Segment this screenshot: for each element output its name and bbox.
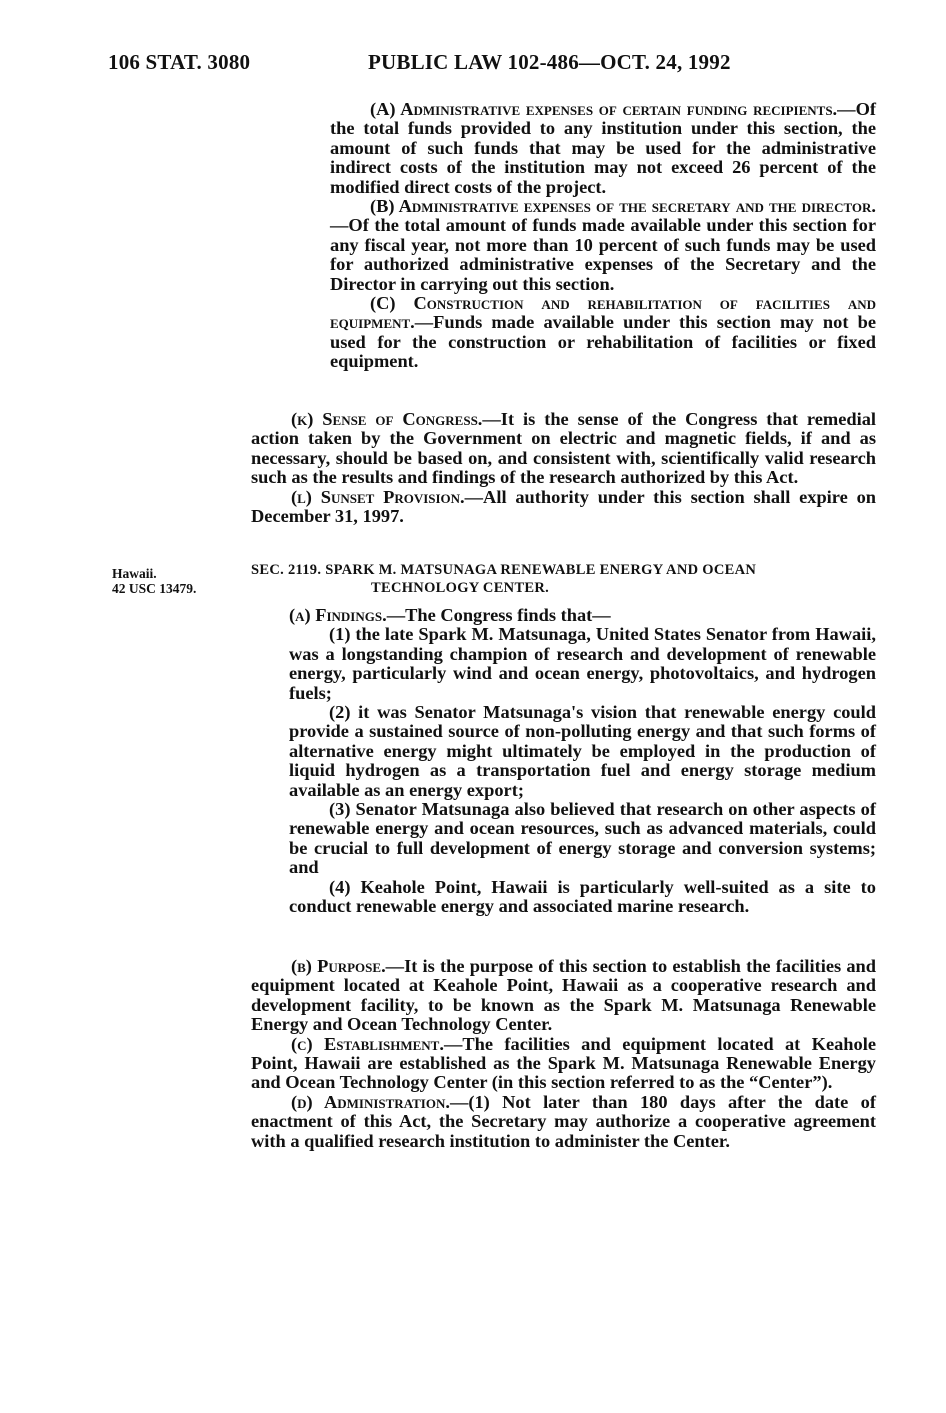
subsections-b-d xyxy=(251,957,876,1151)
subsection-l-text: —All authority under this section shall expire on December 31, 1997. xyxy=(251,486,876,527)
findings-block xyxy=(289,606,876,917)
findings-intro xyxy=(289,606,876,625)
subparagraph-c-heading: (C) Construction and rehabilitation of facilities and equipment. xyxy=(330,293,876,333)
subsection-l-heading: (l) Sunset Provision. xyxy=(291,486,465,507)
subsection-b xyxy=(251,957,876,1035)
subparagraph-b xyxy=(330,197,876,294)
subsection-d-text: —(1) Not later than 180 days after the date of enactment of this Act, the Secretary may authorize a cooperative agreement with a qualified research institution to administer the Center. xyxy=(251,1091,876,1151)
subparagraph-b-text: —Of the total amount of funds made available under this section for any fiscal year, not more than 10 percent of such funds may be used for authorized administrative expenses of the Secretary and the Director in carrying out this section. xyxy=(330,215,876,294)
subsection-c-text: —The facilities and equipment located at Keahole Point, Hawaii are established as the Spark M. Matsunaga Renewable Energy and Ocean Technology Center (in this section referred to as the “Center”). xyxy=(251,1033,877,1093)
section-heading xyxy=(251,562,876,597)
page-stat-number: 106 STAT. 3080 xyxy=(108,50,251,74)
margin-note-place: Hawaii. xyxy=(112,566,157,581)
margin-note-citation: 42 USC 13479. xyxy=(112,581,197,596)
subsections-k-l xyxy=(251,410,876,526)
findings-heading: (a) Findings. xyxy=(289,605,387,625)
subparagraph-c xyxy=(330,294,876,372)
subparagraph-c-text: —Funds made available under this section may not be used for the construction or rehabilitation of facilities or fixed equipment. xyxy=(330,312,876,372)
subsection-d-heading: (d) Administration. xyxy=(291,1091,450,1112)
subsection-b-heading: (b) Purpose. xyxy=(291,956,386,976)
subsection-c-heading: (c) Establishment. xyxy=(291,1033,444,1054)
subparagraph-b-heading: (B) Administrative expenses of the secretary and the director. xyxy=(370,196,876,217)
subparagraph-a xyxy=(330,100,876,197)
subsection-k xyxy=(251,410,876,488)
page-law-title: PUBLIC LAW 102-486—OCT. 24, 1992 xyxy=(368,50,731,74)
section-heading-line2: TECHNOLOGY CENTER. xyxy=(371,579,550,596)
finding-item-3: (3) Senator Matsunaga also believed that research on other aspects of renewable energy and ocean resources, such as advanced materials, could be crucial to full development of energy storage and conversion systems; and xyxy=(289,799,876,878)
subparagraph-a-heading: (A) Administrative expenses of certain funding recipients. xyxy=(370,99,838,119)
section-heading-line1: SEC. 2119. SPARK M. MATSUNAGA RENEWABLE ENERGY AND OCEAN xyxy=(251,562,757,578)
subsection-k-heading: (k) Sense of Congress. xyxy=(291,409,483,429)
subsection-k-text: —It is the sense of the Congress that remedial action taken by the Government on electric and magnetic fields, if and as necessary, should be based on, and consistent with, scientifically valid research such as the results and findings of the research authorized by this Act. xyxy=(251,409,876,488)
subsection-b-text: —It is the purpose of this section to establish the facilities and equipment located at Keahole Point, Hawaii as a cooperative research and development facility, to be known as the Spark M. Matsunaga Renewable Energy and Ocean Technology Center. xyxy=(251,956,876,1035)
margin-notes xyxy=(112,566,196,596)
subparagraph-a-text: —Of the total funds provided to any institution under this section, the amount of such funds that may be used for the administrative indirect costs of the institution may not exceed 26 percent of the modified direct costs of the project. xyxy=(330,99,876,197)
subsection-c xyxy=(251,1035,876,1093)
subparagraphs-block xyxy=(330,100,876,372)
finding-item-2: (2) it was Senator Matsunaga's vision that renewable energy could provide a sustained source of non-polluting energy and that such forms of alternative energy might ultimately be employed in the production of liquid hydrogen as a transportation fuel and energy storage medium available as an energy export; xyxy=(289,702,876,800)
subsection-d xyxy=(251,1093,876,1151)
findings-intro-text: —The Congress finds that— xyxy=(386,605,611,625)
finding-item-4: (4) Keahole Point, Hawaii is particularly well-suited as a site to conduct renewable energy and associated marine research. xyxy=(289,876,876,917)
subsection-l xyxy=(251,488,876,527)
finding-item-1: (1) the late Spark M. Matsunaga, United States Senator from Hawaii, was a longstanding champion of research and development of renewable energy, particularly wind and ocean energy, photovoltaics, and hydrogen fuels; xyxy=(289,624,876,703)
